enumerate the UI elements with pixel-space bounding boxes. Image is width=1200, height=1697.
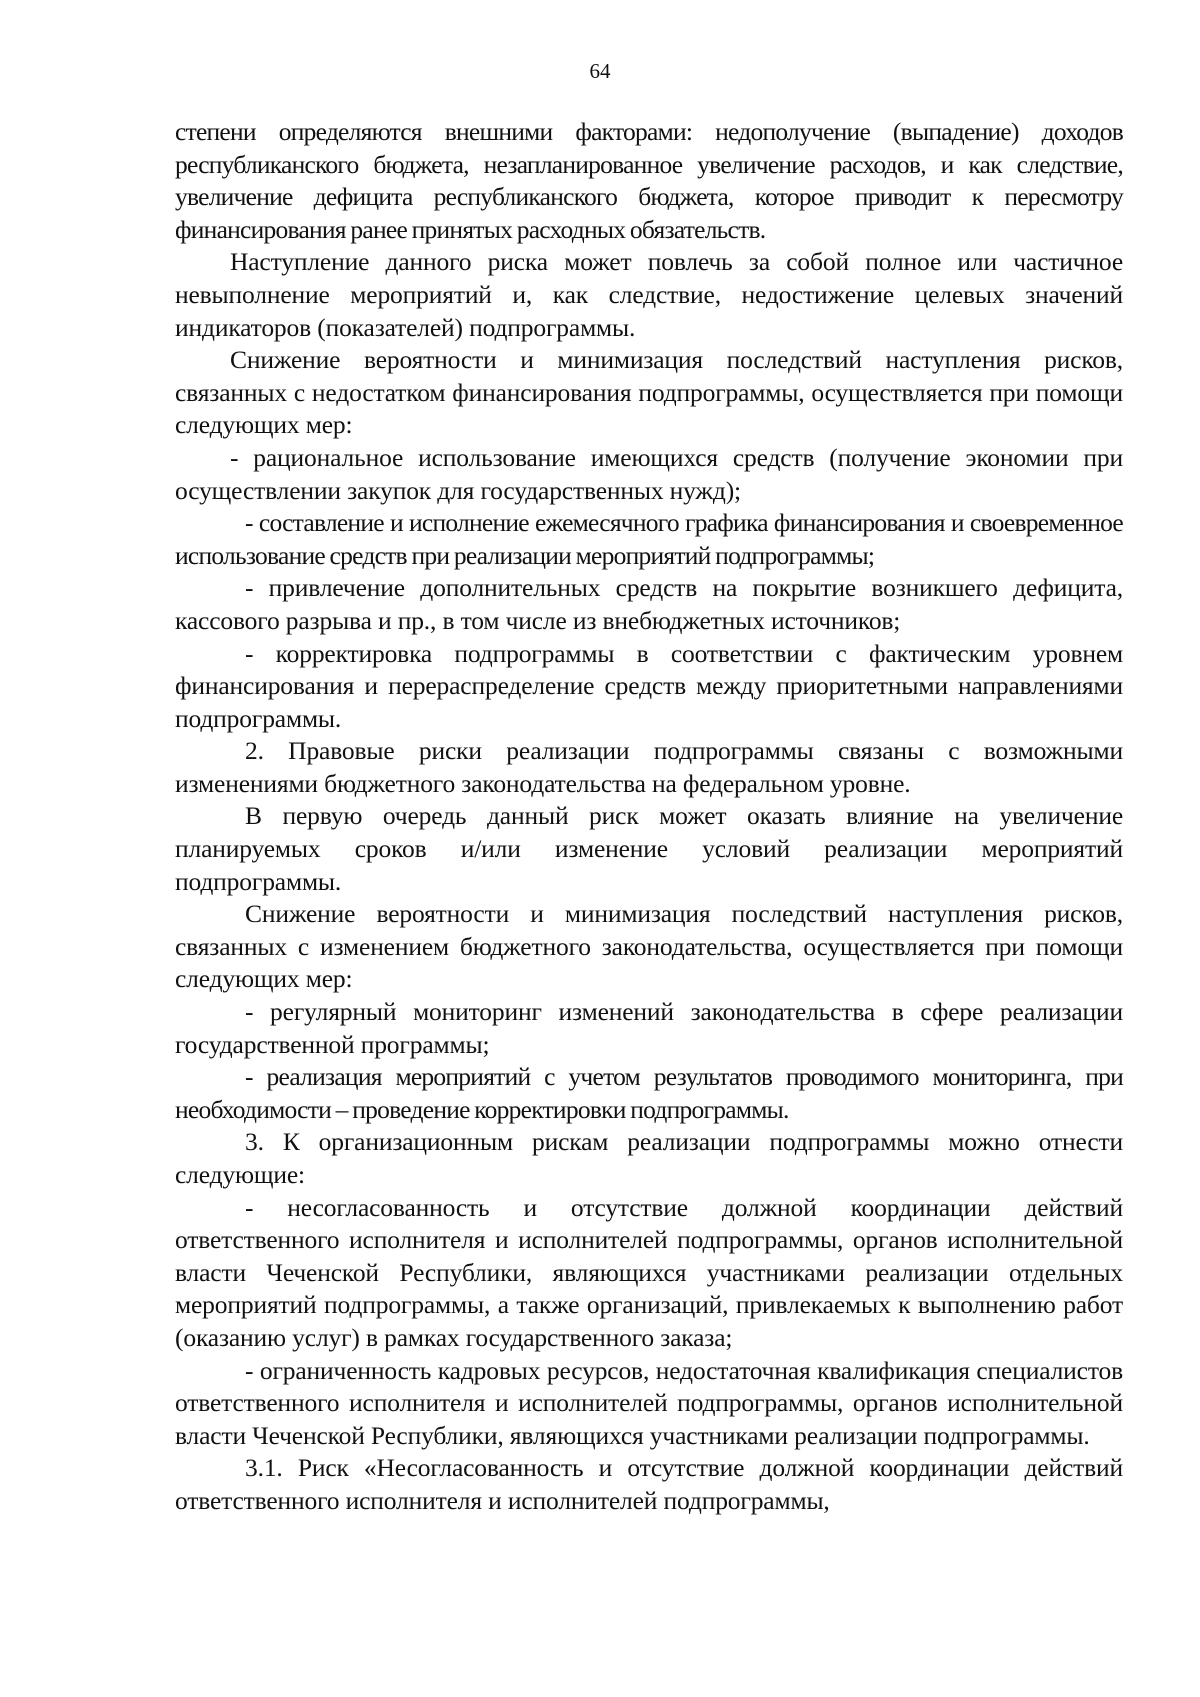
list-item-additional-funds: - привлечение дополнительных средств на покрытие возникшего дефицита, кассового разрыва и пр., в том числе из внебюджетных источников; xyxy=(175,573,1123,635)
list-item-lack-of-coordination: - несогласованность и отсутствие должной координации действий ответственного исполнителя и исполнителей подпрограммы, органов исполнительной власти Чеченской Республики, являющихся участниками реализации отдельных мероприятий подпрограммы, а также организаций, привлекаемых к выполнению работ (оказанию услуг) в рамках государственного заказа; xyxy=(175,1192,1123,1352)
list-item-monthly-schedule: - составление и исполнение ежемесячного графика финансирования и своевременное использование средств при реализации мероприятий подпрограммы; xyxy=(175,508,1123,570)
list-item-monitoring-measures: - реализация мероприятий с учетом результатов проводимого мониторинга, при необходимости – проведение корректировки подпрограммы. xyxy=(175,1062,1123,1124)
list-item-program-adjustment: - корректировка подпрограммы в соответствии с фактическим уровнем финансирования и перераспределение средств между приоритетными направлениями подпрограммы. xyxy=(175,638,1123,733)
paragraph-budget-risk-continuation: степени определяются внешними факторами: недополучение (выпадение) доходов республиканского бюджета, незапланированное увеличение расходов, и как следствие, увеличение дефицита республиканского бюджета, которое приводит к пересмотру финансирования ранее принятых расходных обязательств. xyxy=(175,117,1123,244)
page-number: 64 xyxy=(589,59,611,83)
paragraph-risk-3-1: 3.1. Риск «Несогласованность и отсутствие должной координации действий ответственного исполнителя и исполнителей подпрограммы, xyxy=(175,1453,1123,1515)
paragraph-legal-risks: 2. Правовые риски реализации подпрограммы связаны с возможными изменениями бюджетного законодательства на федеральном уровне. xyxy=(175,736,1123,798)
paragraph-legal-risk-impact: В первую очередь данный риск может оказать влияние на увеличение планируемых сроков и/или изменение условий реализации мероприятий подпрограммы. xyxy=(175,801,1123,896)
paragraph-risk-consequences: Наступление данного риска может повлечь за собой полное или частичное невыполнение мероприятий и, как следствие, недостижение целевых значений индикаторов (показателей) подпрограммы. xyxy=(175,247,1123,342)
paragraph-financing-risk-mitigation: Снижение вероятности и минимизация последствий наступления рисков, связанных с недостатком финансирования подпрограммы, осуществляется при помощи следующих мер: xyxy=(175,345,1123,440)
document-body xyxy=(175,116,1123,1518)
paragraph-legal-risk-mitigation: Снижение вероятности и минимизация последствий наступления рисков, связанных с изменением бюджетного законодательства, осуществляется при помощи следующих мер: xyxy=(175,899,1123,994)
list-item-rational-use: - рациональное использование имеющихся средств (получение экономии при осуществлении закупок для государственных нужд); xyxy=(175,442,1123,505)
paragraph-organizational-risks: 3. К организационным рискам реализации подпрограммы можно отнести следующие: xyxy=(175,1127,1123,1189)
list-item-legislation-monitoring: - регулярный мониторинг изменений законодательства в сфере реализации государственной программы; xyxy=(175,997,1123,1059)
list-item-limited-staff: - ограниченность кадровых ресурсов, недостаточная квалификация специалистов ответственного исполнителя и исполнителей подпрограммы, органов исполнительной власти Чеченской Республики, являющихся участниками реализации подпрограммы. xyxy=(175,1355,1123,1450)
